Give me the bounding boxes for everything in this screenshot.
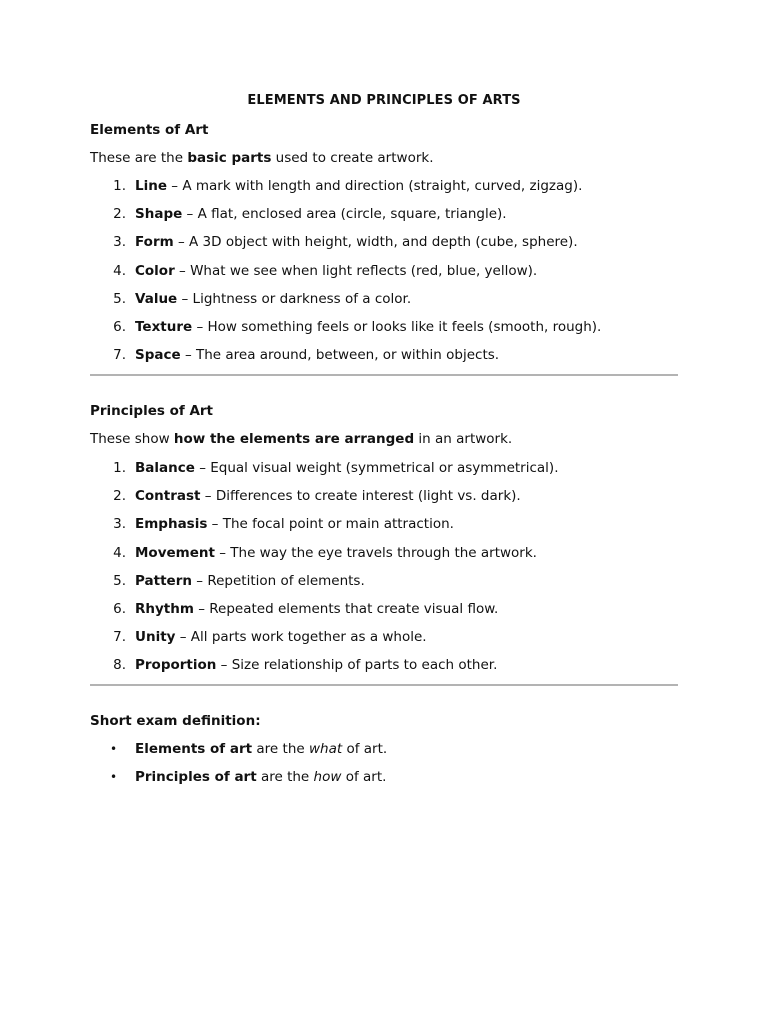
list-item: [90, 740, 678, 768]
item-term: Space: [135, 347, 181, 364]
item-description: – The area around, between, or within objects.: [180, 347, 500, 364]
item-term: Texture: [135, 318, 193, 335]
item-description: – A flat, enclosed area (circle, square, triangle).: [182, 206, 507, 223]
item-description: – Repeated elements that create visual flow.: [193, 600, 499, 617]
list-item: [90, 768, 678, 796]
item-description: – The way the eye travels through the artwork.: [214, 544, 537, 561]
item-number: 1.: [113, 178, 126, 194]
list-item: [90, 318, 678, 346]
item-description: – All parts work together as a whole.: [175, 629, 427, 646]
item-term: Value: [135, 290, 178, 307]
list-item: [90, 544, 678, 572]
item-term: Proportion: [135, 657, 217, 674]
item-number: 6.: [113, 318, 126, 335]
list-item: [90, 600, 678, 628]
item-description: – Size relationship of parts to each other.: [216, 657, 498, 674]
list-item: [90, 177, 678, 205]
bullet-icon: •: [110, 770, 118, 785]
item-text: are the: [256, 769, 314, 786]
item-number: 8.: [113, 657, 126, 674]
item-term: Elements of art: [135, 741, 253, 757]
item-term: Balance: [135, 460, 195, 476]
item-description: – How something feels or looks like it feels (smooth, rough).: [192, 318, 602, 335]
intro-text: in an artwork.: [414, 431, 513, 447]
item-number: 1.: [113, 460, 126, 476]
item-number: 3.: [113, 234, 126, 251]
document-title: ELEMENTS AND PRINCIPLES OF ARTS: [247, 93, 521, 108]
elements-heading: Elements of Art: [90, 122, 209, 138]
intro-emphasis: basic parts: [187, 150, 272, 166]
intro-text: used to create artwork.: [271, 150, 434, 166]
list-item: [90, 656, 678, 684]
item-term: Contrast: [135, 488, 201, 505]
section-divider: [90, 684, 678, 686]
principles-intro: [90, 430, 512, 448]
item-term: Line: [135, 178, 167, 194]
item-number: 5.: [113, 572, 126, 589]
item-number: 7.: [113, 347, 126, 364]
list-item: [90, 628, 678, 656]
item-number: 4.: [113, 544, 126, 561]
item-term: Principles of art: [135, 769, 257, 786]
item-number: 2.: [113, 488, 126, 505]
item-description: – A 3D object with height, width, and depth (cube, sphere).: [173, 234, 578, 251]
item-description: – Lightness or darkness of a color.: [177, 290, 412, 307]
list-item: [90, 262, 678, 290]
item-term: Unity: [135, 629, 176, 646]
item-number: 3.: [113, 516, 126, 533]
principles-list: [90, 459, 678, 685]
item-text: are the: [252, 741, 309, 757]
item-term: Rhythm: [135, 600, 194, 617]
item-description: – What we see when light reflects (red, blue, yellow).: [174, 262, 538, 279]
bullet-icon: •: [110, 742, 118, 756]
item-term: Movement: [135, 544, 215, 561]
item-text: of art.: [342, 741, 388, 757]
item-term: Form: [135, 234, 174, 251]
intro-text: These show: [90, 431, 174, 447]
elements-list: [90, 177, 678, 374]
item-number: 6.: [113, 600, 126, 617]
item-term: Emphasis: [135, 516, 208, 533]
item-description: – Repetition of elements.: [191, 572, 365, 589]
summary-list: [90, 740, 678, 796]
item-number: 5.: [113, 290, 126, 307]
item-number: 4.: [113, 262, 126, 279]
item-description: – Equal visual weight (symmetrical or asymmetrical).: [194, 460, 559, 476]
item-term: Pattern: [135, 572, 192, 589]
intro-text: These are the: [90, 150, 188, 166]
list-item: [90, 233, 678, 261]
item-term: Shape: [135, 206, 183, 223]
summary-heading: Short exam definition:: [90, 713, 261, 729]
item-description: – Differences to create interest (light vs. dark).: [200, 488, 521, 505]
section-divider: [90, 374, 678, 376]
list-item: [90, 459, 678, 487]
item-description: – The focal point or main attraction.: [207, 516, 454, 533]
intro-emphasis: how the elements are arranged: [173, 431, 415, 447]
list-item: [90, 487, 678, 515]
elements-intro: [90, 149, 434, 167]
item-text: of art.: [341, 769, 387, 786]
list-item: [90, 515, 678, 543]
principles-heading: Principles of Art: [90, 403, 214, 419]
item-number: 2.: [113, 206, 126, 223]
item-emphasis: how: [313, 769, 342, 786]
item-term: Color: [135, 262, 175, 279]
item-number: 7.: [113, 629, 126, 646]
list-item: [90, 290, 678, 318]
item-emphasis: what: [308, 741, 343, 757]
list-item: [90, 572, 678, 600]
list-item: [90, 346, 678, 374]
list-item: [90, 205, 678, 233]
item-description: – A mark with length and direction (straight, curved, zigzag).: [167, 178, 583, 194]
